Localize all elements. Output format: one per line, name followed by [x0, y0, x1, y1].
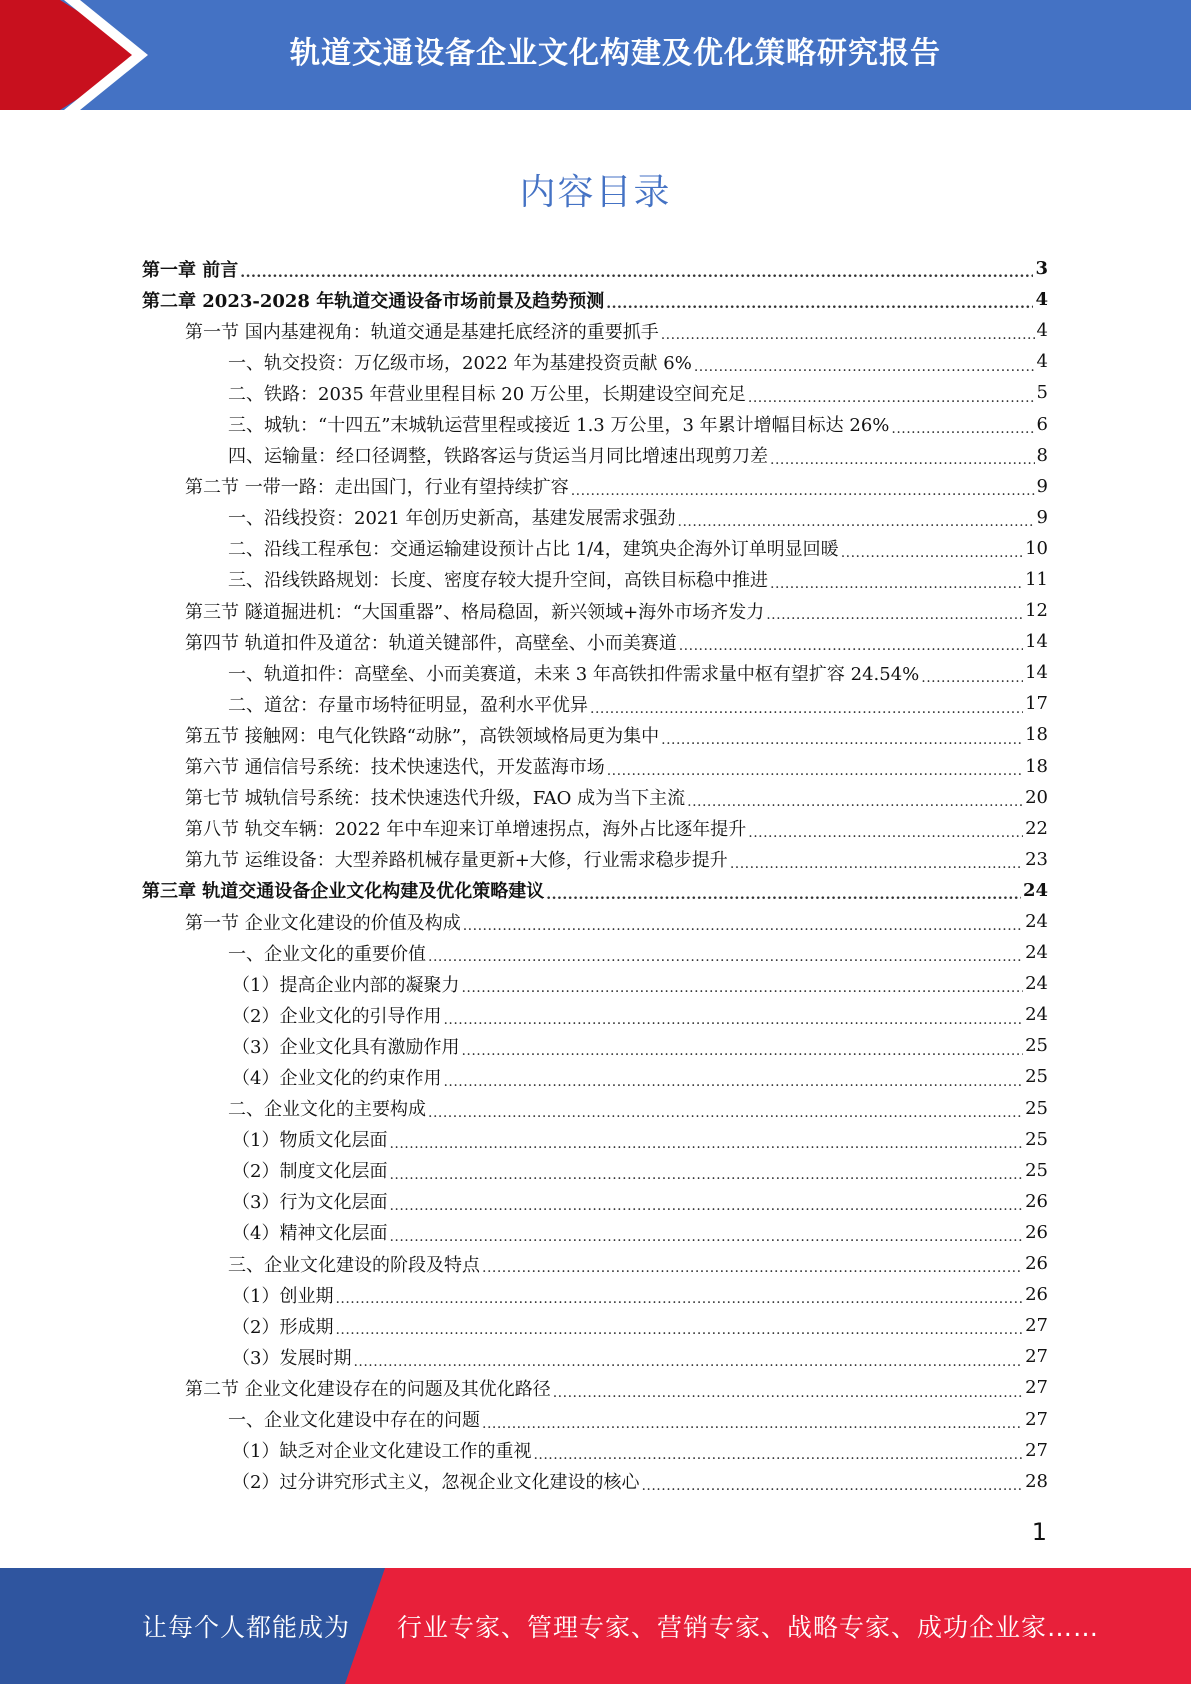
toc-entry-page: 27	[1025, 1377, 1048, 1399]
toc-leader-dots	[679, 638, 1023, 657]
toc-entry[interactable]	[142, 1248, 1048, 1279]
toc-entry-page: 11	[1025, 568, 1048, 590]
toc-entry-label: （2）过分讲究形式主义，忽视企业文化建设的核心	[232, 1472, 640, 1494]
toc-entry-label: 一、轨道扣件：高壁垒、小而美赛道，未来 3 年高铁扣件需求量中枢有望扩容 24.54%	[228, 663, 920, 685]
toc-entry-label: 第三章 轨道交通设备企业文化构建及优化策略建议	[142, 881, 545, 903]
toc-entry-page: 22	[1025, 817, 1048, 839]
toc-entry-label: 第二节 企业文化建设存在的问题及其优化路径	[185, 1378, 551, 1400]
toc-entry-label: （3）行为文化层面	[232, 1192, 388, 1214]
toc-entry[interactable]	[142, 1466, 1048, 1497]
toc-entry-label: （2）形成期	[232, 1316, 334, 1338]
toc-leader-dots	[748, 825, 1023, 844]
toc-entry-page: 20	[1025, 786, 1048, 808]
toc-entry-label: 第四节 轨道扣件及道岔：轨道关键部件，高壁垒、小而美赛道	[185, 632, 677, 654]
toc-entry[interactable]	[142, 1061, 1048, 1092]
toc-entry[interactable]	[142, 626, 1048, 657]
toc-entry-page: 26	[1025, 1221, 1048, 1243]
toc-entry[interactable]	[142, 1341, 1048, 1372]
footer-slogan-left: 让每个人都能成为	[142, 1613, 351, 1642]
toc-leader-dots	[687, 794, 1023, 813]
toc-leader-dots	[389, 1167, 1023, 1186]
toc-entry-label: （1）物质文化层面	[232, 1130, 388, 1152]
toc-entry-page: 24	[1025, 942, 1048, 964]
toc-entry-page: 25	[1025, 1035, 1048, 1057]
toc-entry-page: 18	[1025, 755, 1048, 777]
toc-entry[interactable]	[142, 377, 1048, 408]
toc-entry-label: 一、轨交投资：万亿级市场，2022 年为基建投资贡献 6%	[228, 352, 692, 374]
toc-entry-label: 三、企业文化建设的阶段及特点	[228, 1254, 480, 1276]
toc-entry-label: （3）企业文化具有激励作用	[232, 1036, 460, 1058]
toc-entry-label: 二、铁路：2035 年营业里程目标 20 万公里，长期建设空间充足	[228, 383, 746, 405]
toc-leader-dots	[770, 452, 1035, 471]
toc-entry-label: 第六节 通信信号系统：技术快速迭代，开发蓝海市场	[185, 757, 605, 779]
toc-entry-page: 27	[1025, 1346, 1048, 1368]
toc-entry-label: （4）精神文化层面	[232, 1223, 388, 1245]
toc-entry[interactable]	[142, 253, 1048, 284]
toc-entry[interactable]	[142, 284, 1048, 315]
toc-entry[interactable]	[142, 1124, 1048, 1155]
toc-entry-label: 第五节 接触网：电气化铁路“动脉”，高铁领域格局更为集中	[185, 725, 660, 747]
toc-leader-dots	[428, 949, 1023, 968]
toc-entry[interactable]	[142, 1093, 1048, 1124]
toc-leader-dots	[389, 1229, 1023, 1248]
toc-entry-label: 第三节 隧道掘进机：“大国重器”、格局稳固，新兴领域+海外市场齐发力	[185, 601, 765, 623]
toc-entry-page: 24	[1025, 911, 1048, 933]
toc-entry[interactable]	[142, 906, 1048, 937]
toc-entry-label: （1）创业期	[232, 1285, 334, 1307]
toc-entry[interactable]	[142, 440, 1048, 471]
toc-leader-dots	[553, 1385, 1023, 1404]
toc-entry-page: 14	[1025, 631, 1048, 653]
toc-entry[interactable]	[142, 875, 1048, 906]
toc-entry-page: 25	[1025, 1128, 1048, 1150]
toc-leader-dots	[841, 545, 1023, 564]
toc-entry[interactable]	[142, 1279, 1048, 1310]
toc-entry[interactable]	[142, 1186, 1048, 1217]
toc-entry-page: 28	[1025, 1470, 1048, 1492]
toc-entry-label: 第二章 2023-2028 年轨道交通设备市场前景及趋势预测	[142, 290, 605, 312]
toc-leader-dots	[533, 1447, 1023, 1466]
toc-leader-dots	[641, 1478, 1023, 1497]
page-header	[0, 0, 1191, 110]
toc-leader-dots	[546, 887, 1021, 906]
toc-leader-dots	[463, 918, 1023, 937]
toc-entry-label: 二、沿线工程承包：交通运输建设预计占比 1/4，建筑央企海外订单明显回暖	[228, 539, 839, 561]
toc-leader-dots	[482, 1416, 1023, 1435]
toc-entry[interactable]	[142, 346, 1048, 377]
toc-entry-label: 四、运输量：经口径调整，铁路客运与货运当月同比增速出现剪刀差	[228, 446, 768, 468]
toc-leader-dots	[607, 763, 1023, 782]
toc-entry-page: 25	[1025, 1066, 1048, 1088]
toc-leader-dots	[678, 514, 1035, 533]
toc-entry-label: 一、沿线投资：2021 年创历史新高，基建发展需求强劲	[228, 508, 676, 530]
toc-entry-page: 14	[1025, 662, 1048, 684]
toc-entry-page: 4	[1036, 351, 1048, 373]
page-number: 1	[1031, 1518, 1047, 1546]
toc-entry-page: 25	[1025, 1159, 1048, 1181]
toc-entry[interactable]	[142, 595, 1048, 626]
toc-leader-dots	[661, 732, 1023, 751]
toc-entry-page: 26	[1025, 1253, 1048, 1275]
toc-entry[interactable]	[142, 688, 1048, 719]
toc-leader-dots	[428, 1105, 1023, 1124]
toc-leader-dots	[353, 1354, 1023, 1373]
toc-entry-label: 第八节 轨交车辆：2022 年中车迎来订单增速拐点，海外占比逐年提升	[185, 819, 747, 841]
toc-entry-label: 一、企业文化的重要价值	[228, 943, 426, 965]
toc-leader-dots	[482, 1260, 1023, 1279]
toc-entry[interactable]	[142, 502, 1048, 533]
toc-entry-page: 3	[1035, 258, 1048, 280]
toc-entry-label: 第七节 城轨信号系统：技术快速迭代升级，FAO 成为当下主流	[185, 788, 686, 810]
toc-entry-label: 二、道岔：存量市场特征明显，盈利水平优异	[228, 694, 588, 716]
toc-entry-page: 5	[1036, 382, 1048, 404]
toc-entry[interactable]	[142, 1435, 1048, 1466]
toc-entry[interactable]	[142, 533, 1048, 564]
toc-entry-label: （2）制度文化层面	[232, 1161, 388, 1183]
toc-heading: 内容目录	[519, 172, 672, 213]
toc-entry-label: （1）缺乏对企业文化建设工作的重视	[232, 1441, 532, 1463]
toc-entry-label: （2）企业文化的引导作用	[232, 1005, 442, 1027]
toc-entry[interactable]	[142, 968, 1048, 999]
toc-entry-label: 第一章 前言	[142, 259, 239, 281]
toc-entry[interactable]	[142, 1217, 1048, 1248]
toc-entry-page: 24	[1022, 879, 1048, 901]
toc-entry-page: 9	[1036, 475, 1048, 497]
toc-leader-dots	[891, 421, 1034, 440]
toc-entry-page: 17	[1025, 693, 1048, 715]
toc-entry-page: 12	[1025, 600, 1048, 622]
toc-leader-dots	[748, 390, 1035, 409]
toc-entry-page: 26	[1025, 1190, 1048, 1212]
toc-entry-page: 18	[1025, 724, 1048, 746]
toc-entry[interactable]	[142, 751, 1048, 782]
toc-entry-label: 三、城轨：“十四五”末城轨运营里程或接近 1.3 万公里，3 年累计增幅目标达 26%	[228, 415, 890, 437]
toc-entry-page: 4	[1035, 289, 1048, 311]
toc-leader-dots	[730, 856, 1023, 875]
toc-entry-page: 4	[1036, 320, 1048, 342]
toc-entry[interactable]	[142, 844, 1048, 875]
toc-entry-page: 25	[1025, 1097, 1048, 1119]
table-of-contents	[142, 253, 1048, 1497]
toc-entry[interactable]	[142, 1155, 1048, 1186]
toc-entry[interactable]	[142, 1030, 1048, 1061]
toc-leader-dots	[335, 1291, 1023, 1310]
toc-leader-dots	[571, 483, 1035, 502]
toc-entry-label: （1）提高企业内部的凝聚力	[232, 974, 460, 996]
toc-entry[interactable]	[142, 719, 1048, 750]
toc-entry[interactable]	[142, 937, 1048, 968]
toc-leader-dots	[240, 265, 1033, 284]
toc-entry-page: 9	[1036, 506, 1048, 528]
toc-entry-page: 23	[1025, 848, 1048, 870]
toc-leader-dots	[335, 1322, 1023, 1341]
toc-entry-label: 一、企业文化建设中存在的问题	[228, 1410, 480, 1432]
toc-entry[interactable]	[142, 1403, 1048, 1434]
toc-entry[interactable]	[142, 782, 1048, 813]
toc-leader-dots	[694, 359, 1035, 378]
toc-entry-label: 第九节 运维设备：大型养路机械存量更新+大修，行业需求稳步提升	[185, 850, 728, 872]
toc-leader-dots	[921, 670, 1023, 689]
toc-leader-dots	[443, 1012, 1023, 1031]
toc-entry-page: 24	[1025, 973, 1048, 995]
toc-leader-dots	[661, 327, 1035, 346]
toc-entry[interactable]	[142, 1310, 1048, 1341]
toc-leader-dots	[461, 980, 1023, 999]
toc-entry-label: 第二节 一带一路：走出国门，行业有望持续扩容	[185, 477, 569, 499]
report-title: 轨道交通设备企业文化构建及优化策略研究报告	[290, 36, 941, 71]
toc-entry[interactable]	[142, 471, 1048, 502]
toc-entry-label: 第一节 企业文化建设的价值及构成	[185, 912, 461, 934]
toc-leader-dots	[443, 1074, 1023, 1093]
toc-leader-dots	[766, 607, 1023, 626]
toc-entry[interactable]	[142, 408, 1048, 439]
toc-entry-page: 24	[1025, 1004, 1048, 1026]
toc-entry-page: 27	[1025, 1315, 1048, 1337]
toc-entry-label: （4）企业文化的约束作用	[232, 1067, 442, 1089]
toc-entry[interactable]	[142, 657, 1048, 688]
toc-entry-page: 27	[1025, 1439, 1048, 1461]
toc-entry-page: 10	[1025, 537, 1048, 559]
toc-entry-page: 6	[1036, 413, 1048, 435]
toc-entry-label: （3）发展时期	[232, 1347, 352, 1369]
toc-entry-page: 27	[1025, 1408, 1048, 1430]
toc-entry[interactable]	[142, 315, 1048, 346]
toc-entry[interactable]	[142, 999, 1048, 1030]
toc-entry-label: 二、企业文化的主要构成	[228, 1099, 426, 1121]
page-footer	[0, 1568, 1191, 1684]
toc-entry-label: 第一节 国内基建视角：轨道交通是基建托底经济的重要抓手	[185, 321, 659, 343]
toc-entry-label: 三、沿线铁路规划：长度、密度存较大提升空间，高铁目标稳中推进	[228, 570, 768, 592]
toc-leader-dots	[389, 1136, 1023, 1155]
footer-slogan-right: 行业专家、管理专家、营销专家、战略专家、成功企业家……	[397, 1613, 1100, 1642]
toc-entry-page: 8	[1036, 444, 1048, 466]
toc-entry[interactable]	[142, 564, 1048, 595]
toc-leader-dots	[590, 701, 1023, 720]
toc-leader-dots	[770, 576, 1023, 595]
toc-leader-dots	[606, 296, 1033, 315]
toc-leader-dots	[461, 1043, 1023, 1062]
toc-entry[interactable]	[142, 813, 1048, 844]
toc-leader-dots	[389, 1198, 1023, 1217]
toc-entry-page: 26	[1025, 1284, 1048, 1306]
toc-entry[interactable]	[142, 1372, 1048, 1403]
